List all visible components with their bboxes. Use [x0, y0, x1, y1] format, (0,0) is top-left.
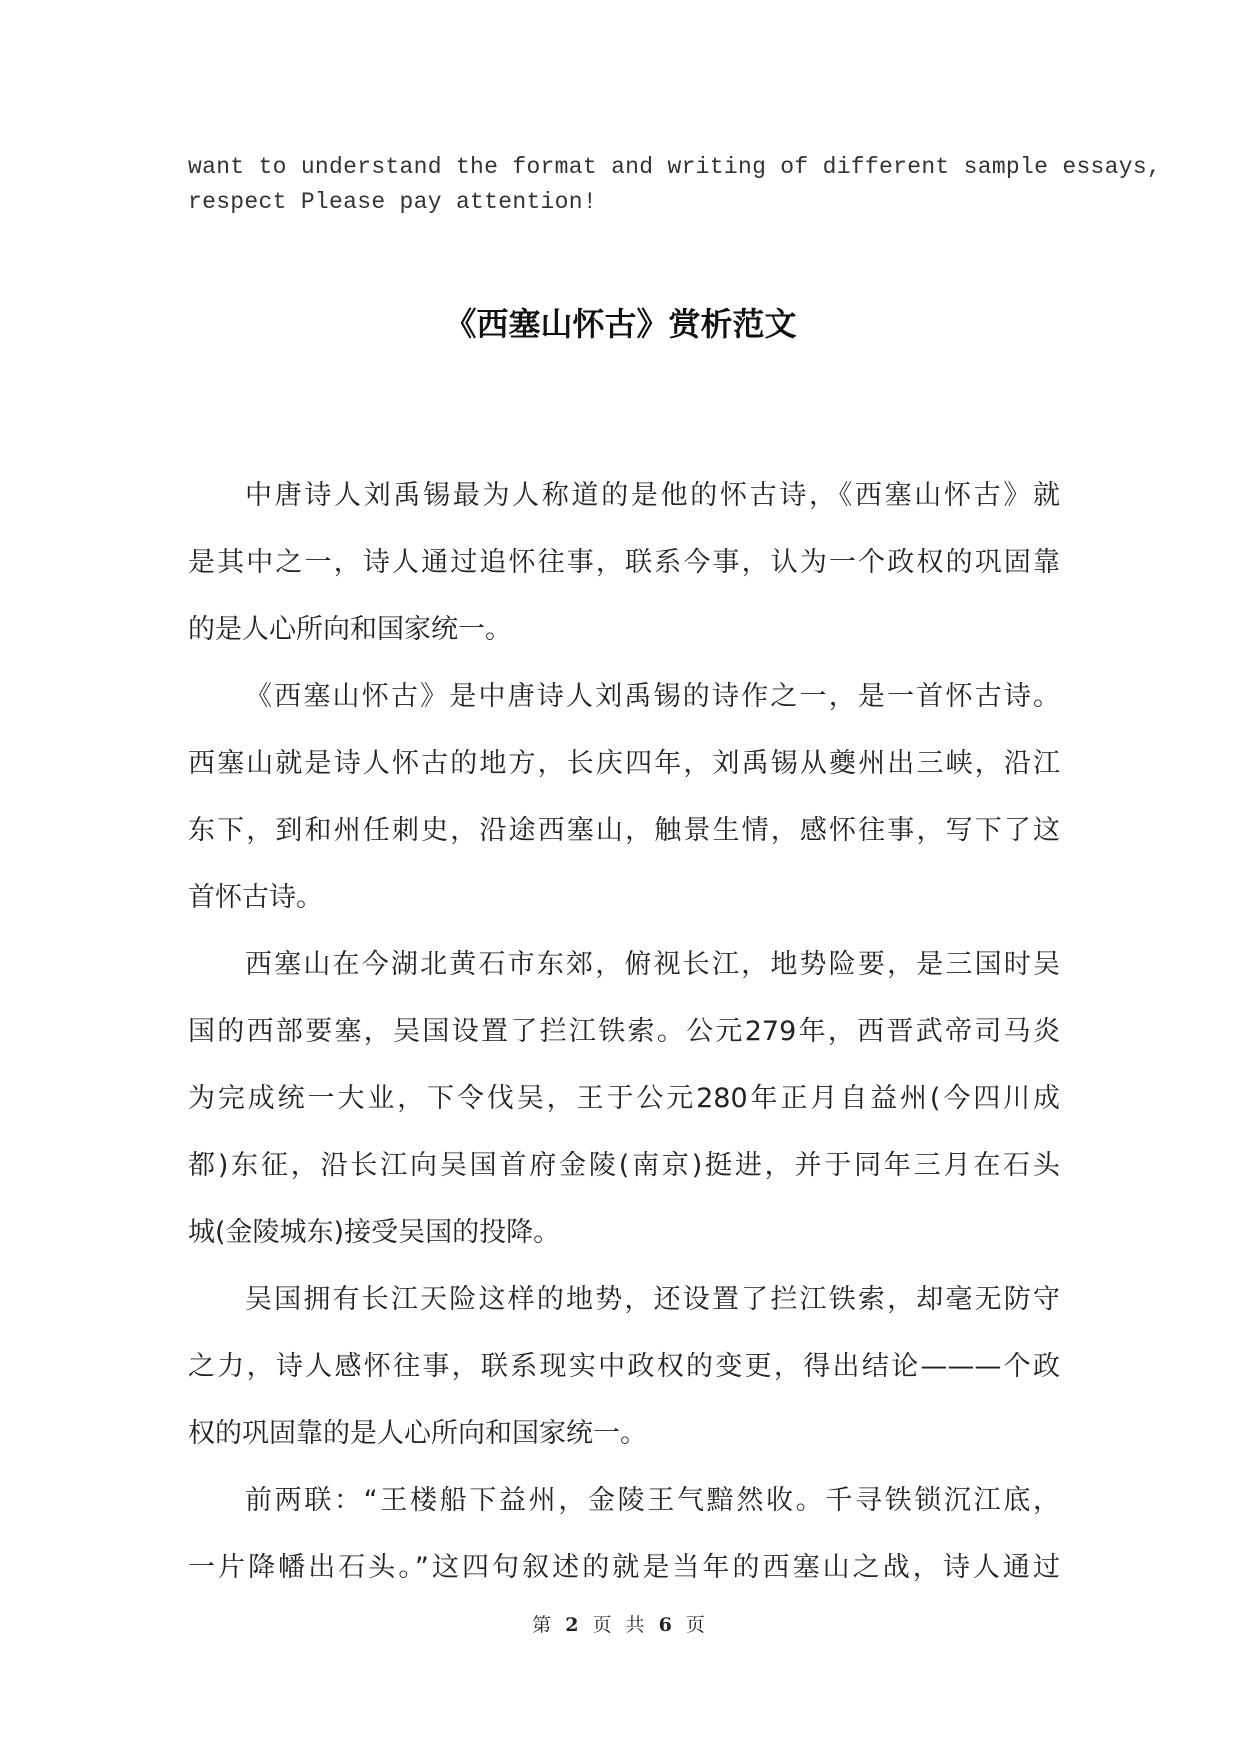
- text-line: 西塞山在今湖北黄石市东郊，俯视长江，地势险要，是三国时吴: [245, 949, 1060, 980]
- text-line: 吴国拥有长江天险这样的地势，还设置了拦江铁索，却毫无防守: [245, 1284, 1060, 1315]
- intro-line: respect Please pay attention!: [188, 189, 597, 215]
- paragraph: [188, 663, 1060, 931]
- paragraph: [188, 1467, 1060, 1601]
- text-line: 中唐诗人刘禹锡最为人称道的是他的怀古诗，《西塞山怀古》就: [245, 480, 1060, 511]
- paragraph: [188, 462, 1060, 663]
- text-line: 为完成统一大业，下令伐吴，王于公元280年正月自益州(今四川成: [188, 1083, 1060, 1114]
- text-line: 首怀古诗。: [188, 882, 323, 913]
- text-line: 国的西部要塞，吴国设置了拦江铁索。公元279年，西晋武帝司马炎: [188, 1016, 1060, 1047]
- paragraph: [188, 1266, 1060, 1467]
- text-line: 前两联：“王楼船下益州，金陵王气黯然收。千寻铁锁沉江底，: [245, 1485, 1060, 1516]
- document-body: [188, 462, 1060, 1601]
- text-line: 是其中之一，诗人通过追怀往事，联系今事，认为一个政权的巩固靠: [188, 547, 1060, 578]
- paragraph: [188, 931, 1060, 1266]
- text-line: 一片降幡出石头。”这四句叙述的就是当年的西塞山之战，诗人通过: [188, 1552, 1060, 1583]
- footer-suffix: 页: [685, 1614, 709, 1636]
- footer-prefix: 第: [532, 1614, 556, 1636]
- document-title: 《西塞山怀古》赏析范文: [444, 305, 797, 343]
- page-footer: [0, 1612, 1241, 1638]
- text-line: 《西塞山怀古》是中唐诗人刘禹锡的诗作之一，是一首怀古诗。: [245, 681, 1060, 712]
- text-line: 城(金陵城东)接受吴国的投降。: [188, 1217, 561, 1248]
- total-pages-number: 6: [658, 1614, 676, 1636]
- text-line: 权的巩固靠的是人心所向和国家统一。: [188, 1418, 647, 1449]
- text-line: 东下，到和州任刺史，沿途西塞山，触景生情，感怀往事，写下了这: [188, 815, 1060, 846]
- intro-line: want to understand the format and writing of different sample essays,: [188, 154, 1162, 180]
- current-page-number: 2: [565, 1614, 583, 1636]
- footer-middle: 页 共: [592, 1614, 649, 1636]
- text-line: 都)东征，沿长江向吴国首府金陵(南京)挺进，并于同年三月在石头: [188, 1150, 1060, 1181]
- text-line: 之力，诗人感怀往事，联系现实中政权的变更，得出结论———个政: [188, 1351, 1060, 1382]
- text-line: 的是人心所向和国家统一。: [188, 614, 512, 645]
- text-line: 西塞山就是诗人怀古的地方，长庆四年，刘禹锡从夔州出三峡，沿江: [188, 748, 1060, 779]
- intro-note: [188, 150, 1162, 220]
